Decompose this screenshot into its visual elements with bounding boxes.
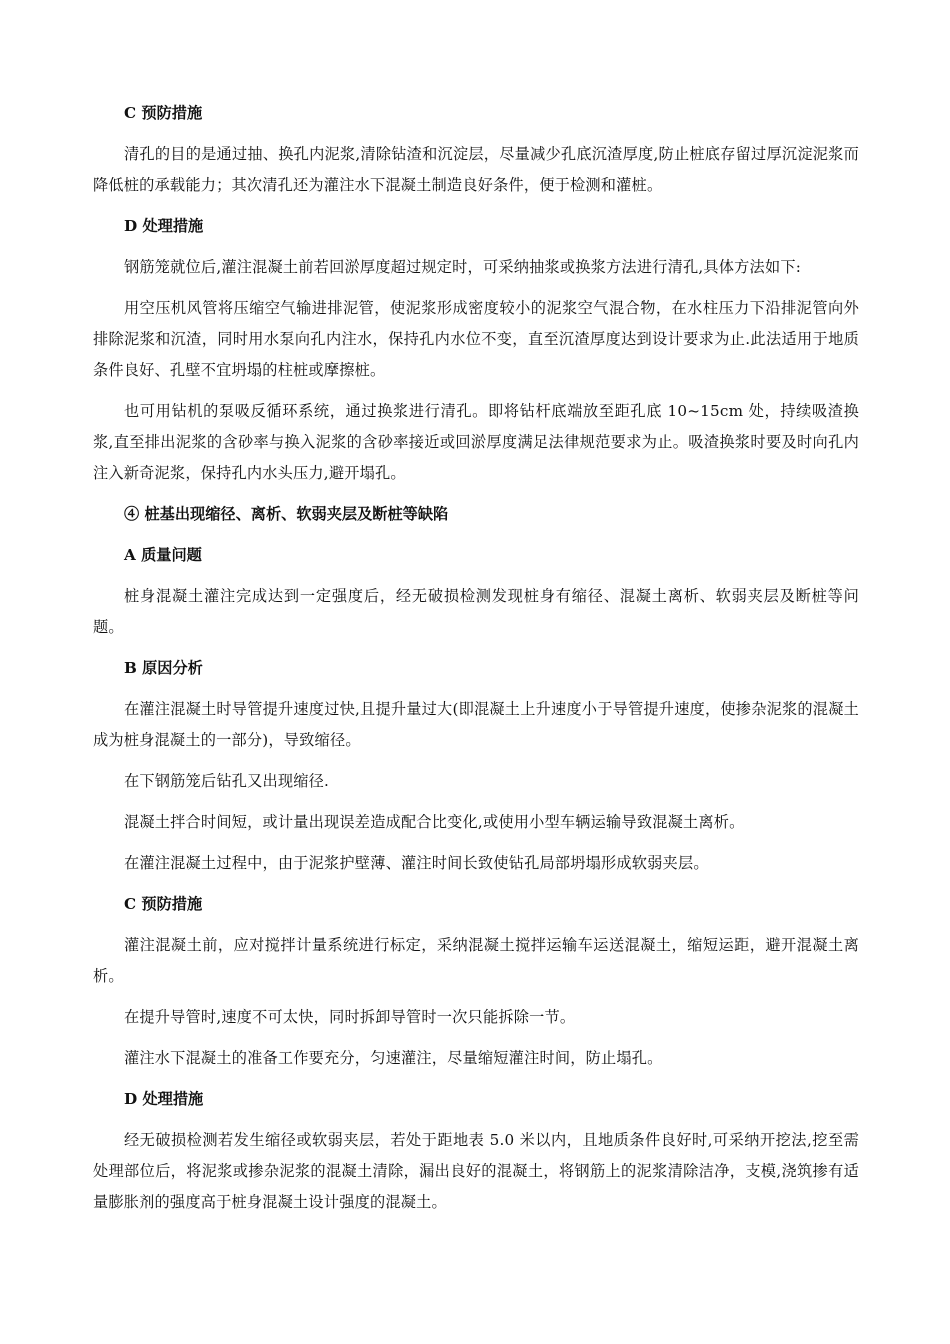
paragraph: 桩身混凝土灌注完成达到一定强度后，经无破损检测发现桩身有缩径、混凝土离析、软弱夹层及断桩等问题。 (93, 587, 859, 636)
section-heading: ④ 桩基出现缩径、离析、软弱夹层及断桩等缺陷 (124, 505, 449, 523)
paragraph: 灌注水下混凝土的准备工作要充分，匀速灌注，尽量缩短灌注时间，防止塌孔。 (124, 1049, 663, 1067)
section-heading: C 预防措施 (124, 104, 203, 122)
paragraph: 经无破损检测若发生缩径或软弱夹层，若处于距地表 5.0 米以内，且地质条件良好时,可采纳开挖法,挖至需处理部位后，将泥浆或掺杂泥浆的混凝土清除，漏出良好的混凝土，将钢筋上的泥浆清除洁净，支模,浇筑掺有适量膨胀剂的强度高于桩身混凝土设计强度的混凝土。 (93, 1131, 859, 1211)
paragraph: 钢筋笼就位后,灌注混凝土前若回淤厚度超过规定时，可采纳抽浆或换浆方法进行清孔,具体方法如下: (124, 258, 802, 276)
paragraph: 灌注混凝土前，应对搅拌计量系统进行标定，采纳混凝土搅拌运输车运送混凝土，缩短运距，避开混凝土离析。 (93, 936, 859, 985)
section-heading: D 处理措施 (124, 1090, 204, 1108)
paragraph: 在下钢筋笼后钻孔又出现缩径. (124, 772, 330, 790)
section-heading: D 处理措施 (124, 217, 204, 235)
paragraph: 也可用钻机的泵吸反循环系统，通过换浆进行清孔。即将钻杆底端放至距孔底 10~15cm 处，持续吸渣换浆,直至排出泥浆的含砂率与换入泥浆的含砂率接近或回淤厚度满足法律规范要求为止。吸渣换浆时要及时向孔内注入新奇泥浆，保持孔内水头压力,避开塌孔。 (93, 402, 859, 482)
section-heading: A 质量问题 (124, 546, 202, 564)
paragraph: 用空压机风管将压缩空气输进排泥管，使泥浆形成密度较小的泥浆空气混合物，在水柱压力下沿排泥管向外排除泥浆和沉渣，同时用水泵向孔内注水，保持孔内水位不变，直至沉渣厚度达到设计要求为止.此法适用于地质条件良好、孔壁不宜坍塌的柱桩或摩擦桩。 (93, 299, 859, 379)
paragraph: 在灌注混凝土过程中，由于泥浆护壁薄、灌注时间长致使钻孔局部坍塌形成软弱夹层。 (124, 854, 709, 872)
paragraph: 清孔的目的是通过抽、换孔内泥浆,清除钻渣和沉淀层，尽量减少孔底沉渣厚度,防止桩底存留过厚沉淀泥浆而降低桩的承载能力；其次清孔还为灌注水下混凝土制造良好条件，便于检测和灌桩。 (93, 145, 859, 194)
paragraph: 混凝土拌合时间短，或计量出现误差造成配合比变化,或使用小型车辆运输导致混凝土离析。 (124, 813, 745, 831)
paragraph: 在提升导管时,速度不可太快，同时拆卸导管时一次只能拆除一节。 (124, 1008, 576, 1026)
document-body (93, 98, 859, 1228)
section-heading: B 原因分析 (124, 659, 203, 677)
section-heading: C 预防措施 (124, 895, 203, 913)
paragraph: 在灌注混凝土时导管提升速度过快,且提升量过大(即混凝土上升速度小于导管提升速度，使掺杂泥浆的混凝土成为桩身混凝土的一部分)，导致缩径。 (93, 700, 859, 749)
